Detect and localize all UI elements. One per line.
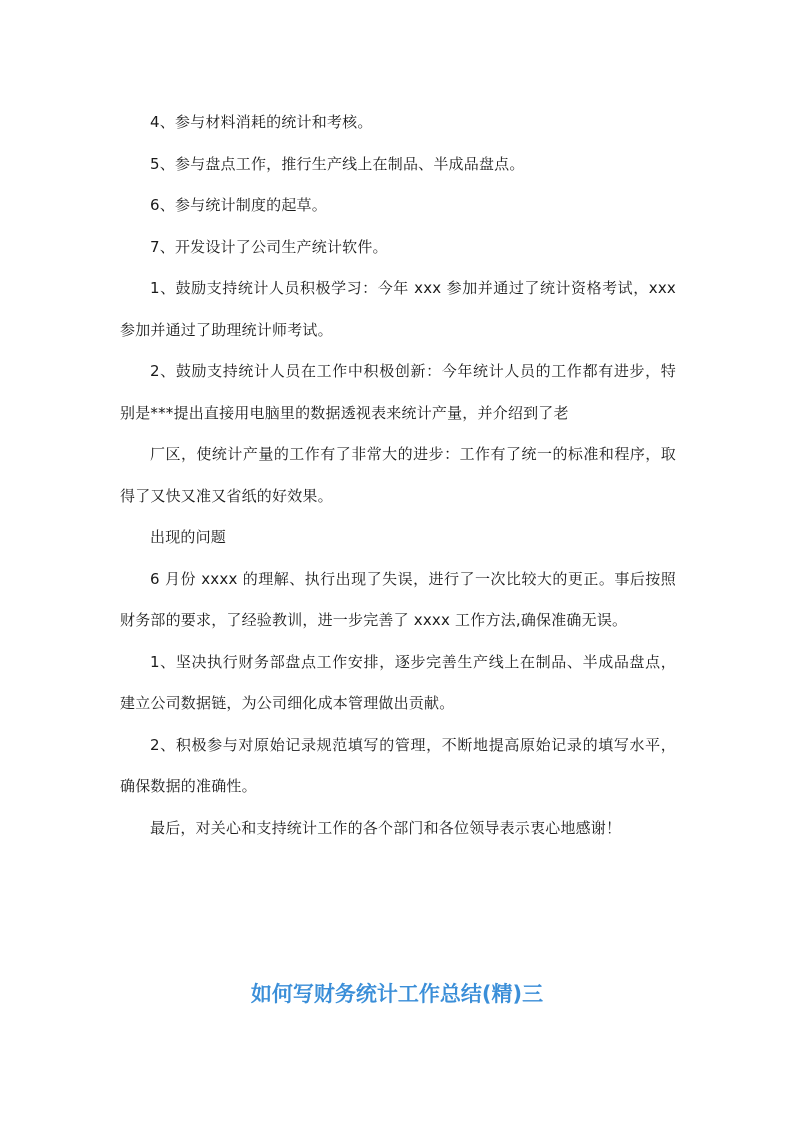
paragraph: 6 月份 xxxx 的理解、执行出现了失误，进行了一次比较大的更正。事后按照财务部的要求，了经验教训，进一步完善了 xxxx 工作方法,确保准确无误。 bbox=[120, 569, 676, 629]
paragraph: 1、鼓励支持统计人员积极学习：今年 xxx 参加并通过了统计资格考试，xxx 参加并通过了助理统计师考试。 bbox=[120, 279, 676, 339]
paragraph: 5、参与盘点工作，推行生产线上在制品、半成品盘点。 bbox=[150, 154, 525, 173]
section-heading: 如何写财务统计工作总结(精)三 bbox=[250, 982, 544, 1006]
paragraph: 2、鼓励支持统计人员在工作中积极创新：今年统计人员的工作都有进步，特别是***提出直接用电脑里的数据透视表来统计产量，并介绍到了老 bbox=[120, 362, 676, 422]
document-body bbox=[120, 102, 676, 849]
paragraph: 2、积极参与对原始记录规范填写的管理，不断地提高原始记录的填写水平，确保数据的准确性。 bbox=[120, 735, 676, 795]
subheading-problems: 出现的问题 bbox=[150, 528, 227, 546]
paragraph: 6、参与统计制度的起草。 bbox=[150, 196, 327, 214]
closing-paragraph: 最后，对关心和支持统计工作的各个部门和各位领导表示衷心地感谢！ bbox=[150, 818, 622, 837]
paragraph: 1、坚决执行财务部盘点工作安排，逐步完善生产线上在制品、半成品盘点，建立公司数据链，为公司细化成本管理做出贡献。 bbox=[120, 652, 676, 712]
paragraph: 厂区，使统计产量的工作有了非常大的进步：工作有了统一的标准和程序，取得了又快又准又省纸的好效果。 bbox=[120, 445, 676, 505]
paragraph: 4、参与材料消耗的统计和考核。 bbox=[150, 113, 373, 131]
paragraph: 7、开发设计了公司生产统计软件。 bbox=[150, 237, 388, 256]
